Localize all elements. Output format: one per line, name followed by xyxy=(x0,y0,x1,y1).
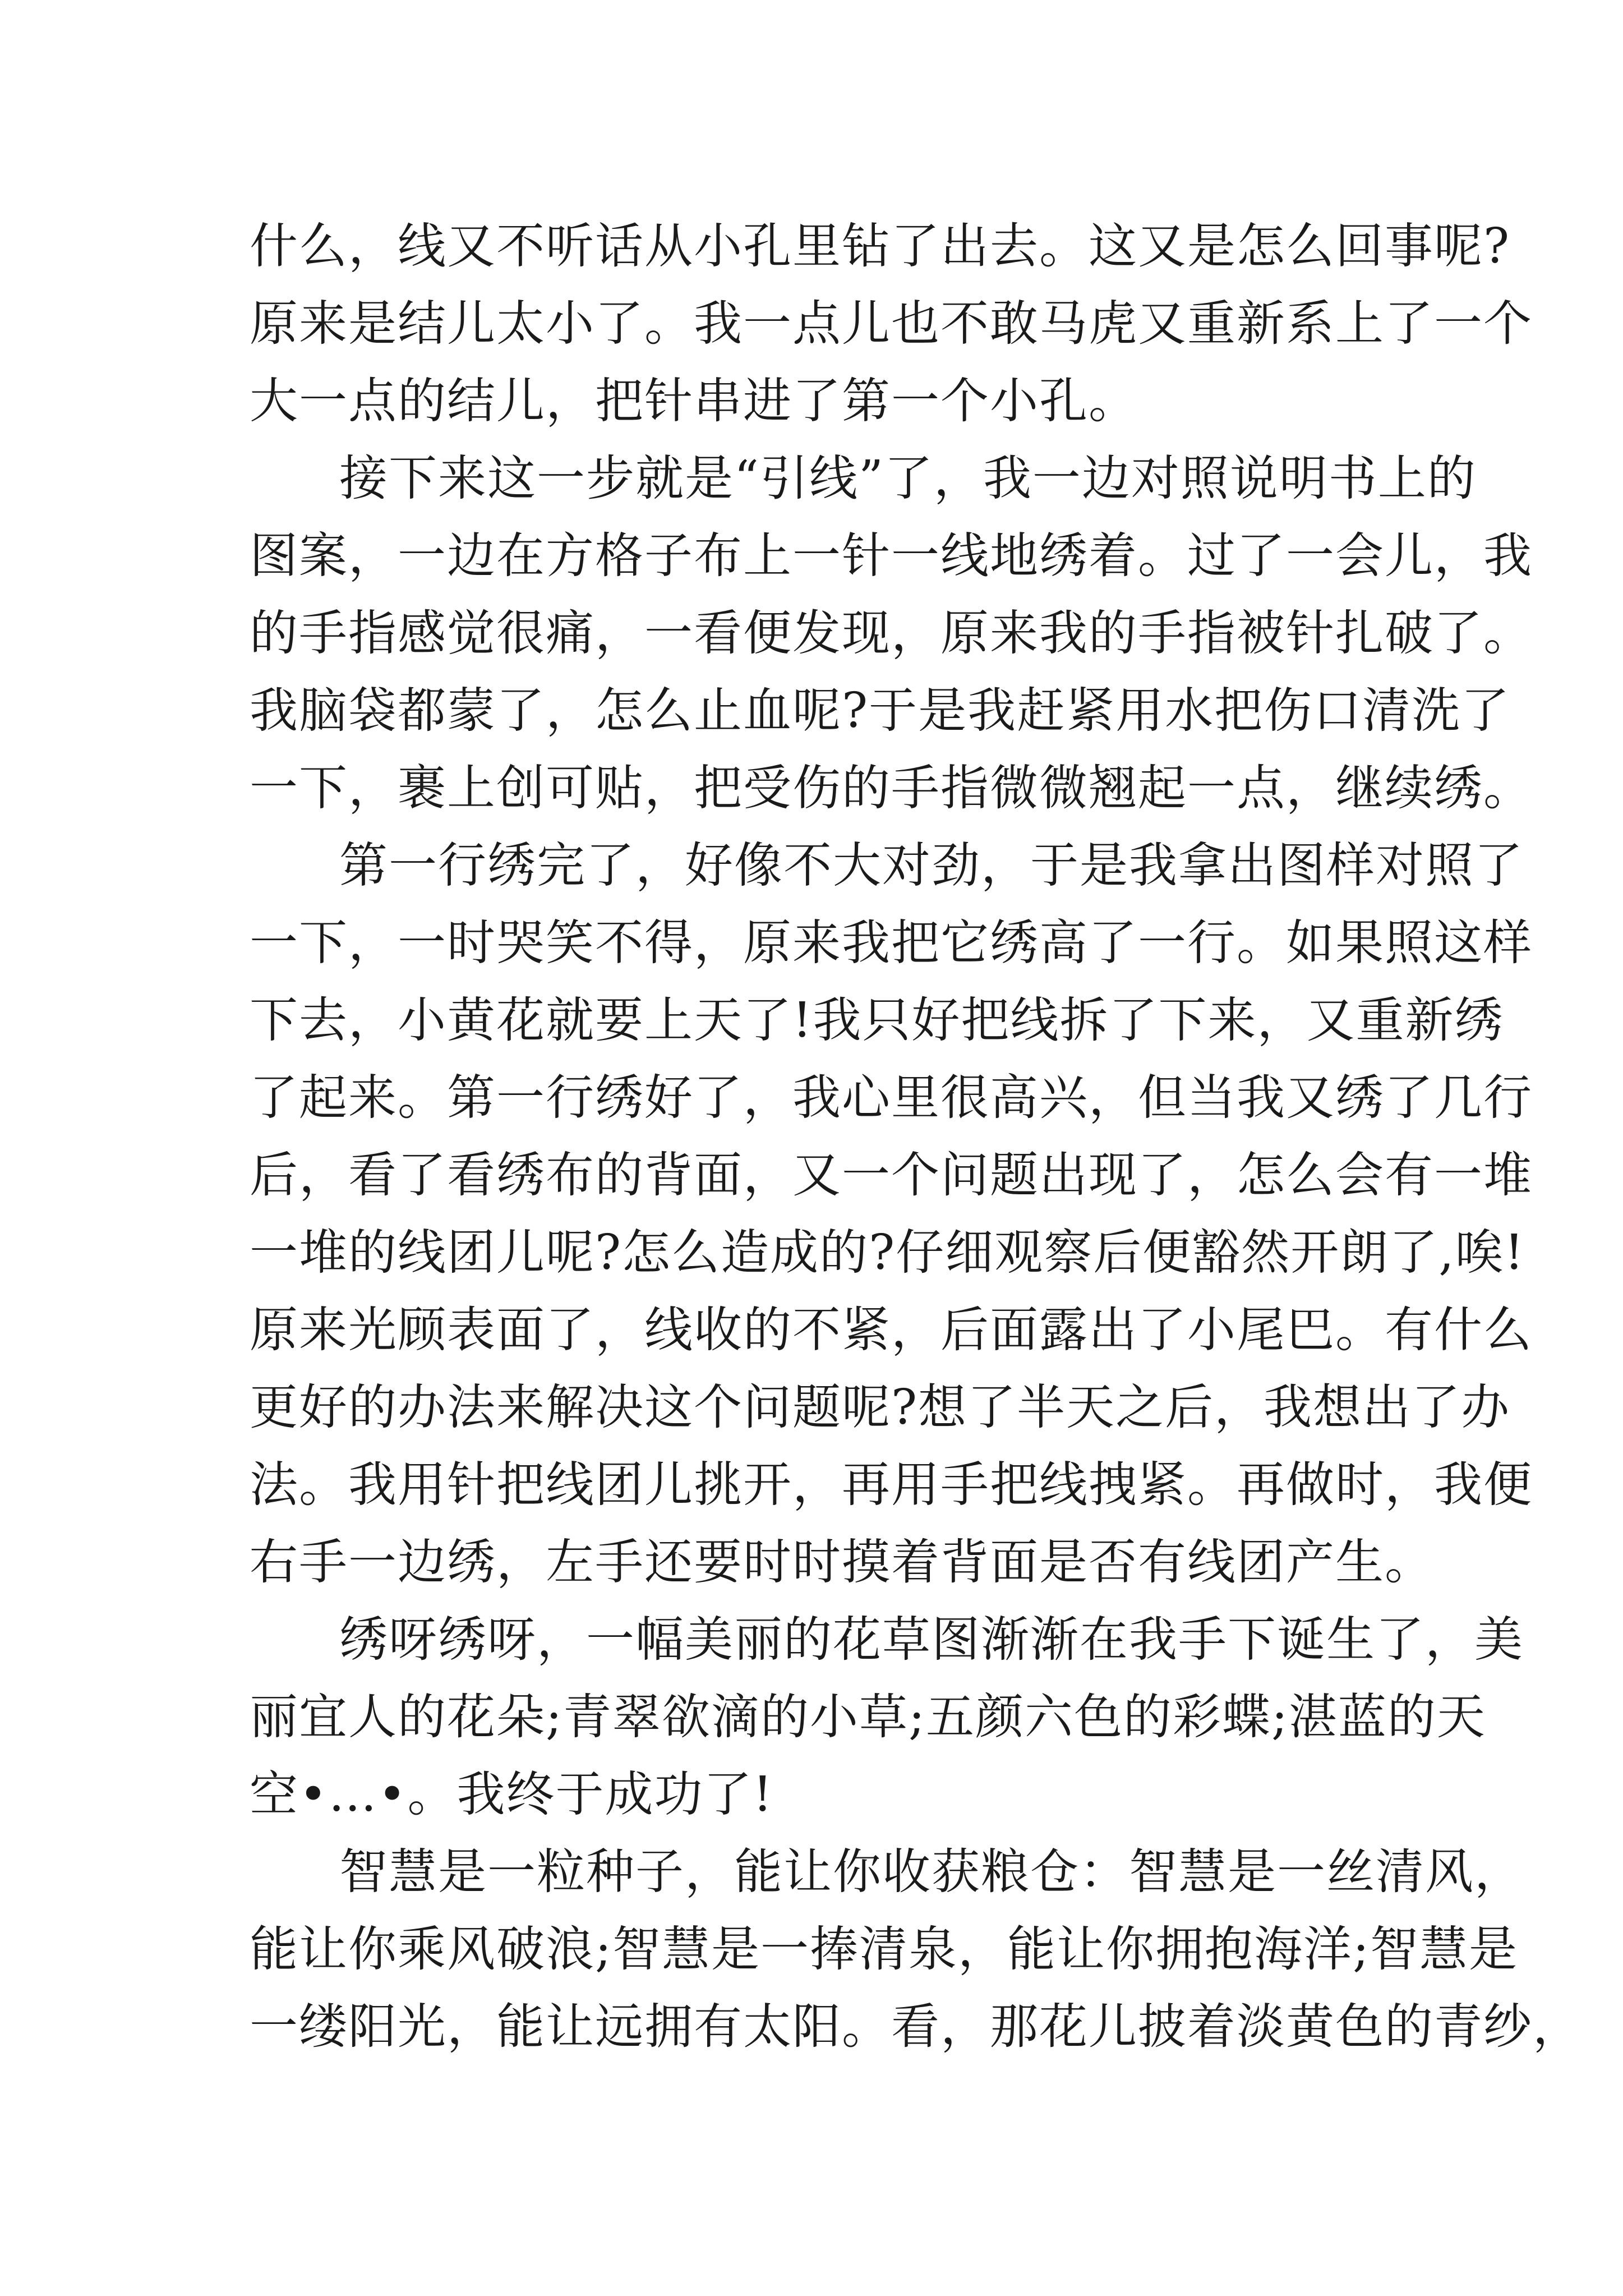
text-line: 法。我用针把线团儿挑开，再用手把线拽紧。再做时，我便 xyxy=(250,1457,1533,1513)
text-line: 什么，线又不听话从小孔里钻了出去。这又是怎么回事呢? xyxy=(250,218,1511,274)
text-line: 空•…•。我终于成功了! xyxy=(250,1766,774,1823)
text-line: 大一点的结儿，把针串进了第一个小孔。 xyxy=(250,373,1138,429)
text-line: 了起来。第一行绣好了，我心里很高兴，但当我又绣了几行 xyxy=(250,1070,1533,1126)
text-line: 原来光顾表面了，线收的不紧，后面露出了小尾巴。有什么 xyxy=(250,1302,1533,1358)
text-line: 的手指感觉很痛，一看便发现，原来我的手指被针扎破了。 xyxy=(250,605,1533,661)
document-body xyxy=(250,208,1582,2065)
text-line: 右手一边绣，左手还要时时摸着背面是否有线团产生。 xyxy=(250,1534,1434,1590)
paragraph-first-line: 绣呀绣呀，一幅美丽的花草图渐渐在我手下诞生了，美 xyxy=(339,1612,1524,1668)
text-line: 一堆的线团儿呢?怎么造成的?仔细观察后便豁然开朗了,唉! xyxy=(250,1225,1525,1281)
paragraph-first-line: 接下来这一步就是“引线”了，我一边对照说明书上的 xyxy=(339,450,1477,507)
text-line: 更好的办法来解决这个问题呢?想了半天之后，我想出了办 xyxy=(250,1379,1511,1435)
paragraph-first-line: 智慧是一粒种子，能让你收获粮仓：智慧是一丝清风， xyxy=(339,1844,1524,1900)
text-line: 后，看了看绣布的背面，又一个问题出现了，怎么会有一堆 xyxy=(250,1147,1533,1203)
text-line: 能让你乘风破浪;智慧是一捧清泉，能让你拥抱海洋;智慧是 xyxy=(250,1921,1518,1977)
paragraph-first-line: 第一行绣完了，好像不大对劲，于是我拿出图样对照了 xyxy=(339,838,1524,894)
text-line: 一下，裹上创可贴，把受伤的手指微微翘起一点，继续绣。 xyxy=(250,760,1533,816)
text-line: 图案，一边在方格子布上一针一线地绣着。过了一会儿，我 xyxy=(250,528,1533,584)
text-line: 原来是结儿太小了。我一点儿也不敢马虎又重新系上了一个 xyxy=(250,296,1533,352)
text-line: 我脑袋都蒙了，怎么止血呢?于是我赶紧用水把伤口清洗了 xyxy=(250,683,1511,739)
text-line: 一缕阳光，能让远拥有太阳。看，那花儿披着淡黄色的青纱， xyxy=(250,1999,1582,2055)
text-line: 丽宜人的花朵;青翠欲滴的小草;五颜六色的彩蝶;湛蓝的天 xyxy=(250,1689,1486,1745)
text-line: 下去，小黄花就要上天了!我只好把线拆了下来，又重新绣 xyxy=(250,992,1504,1048)
text-line: 一下，一时哭笑不得，原来我把它绣高了一行。如果照这样 xyxy=(250,915,1533,971)
